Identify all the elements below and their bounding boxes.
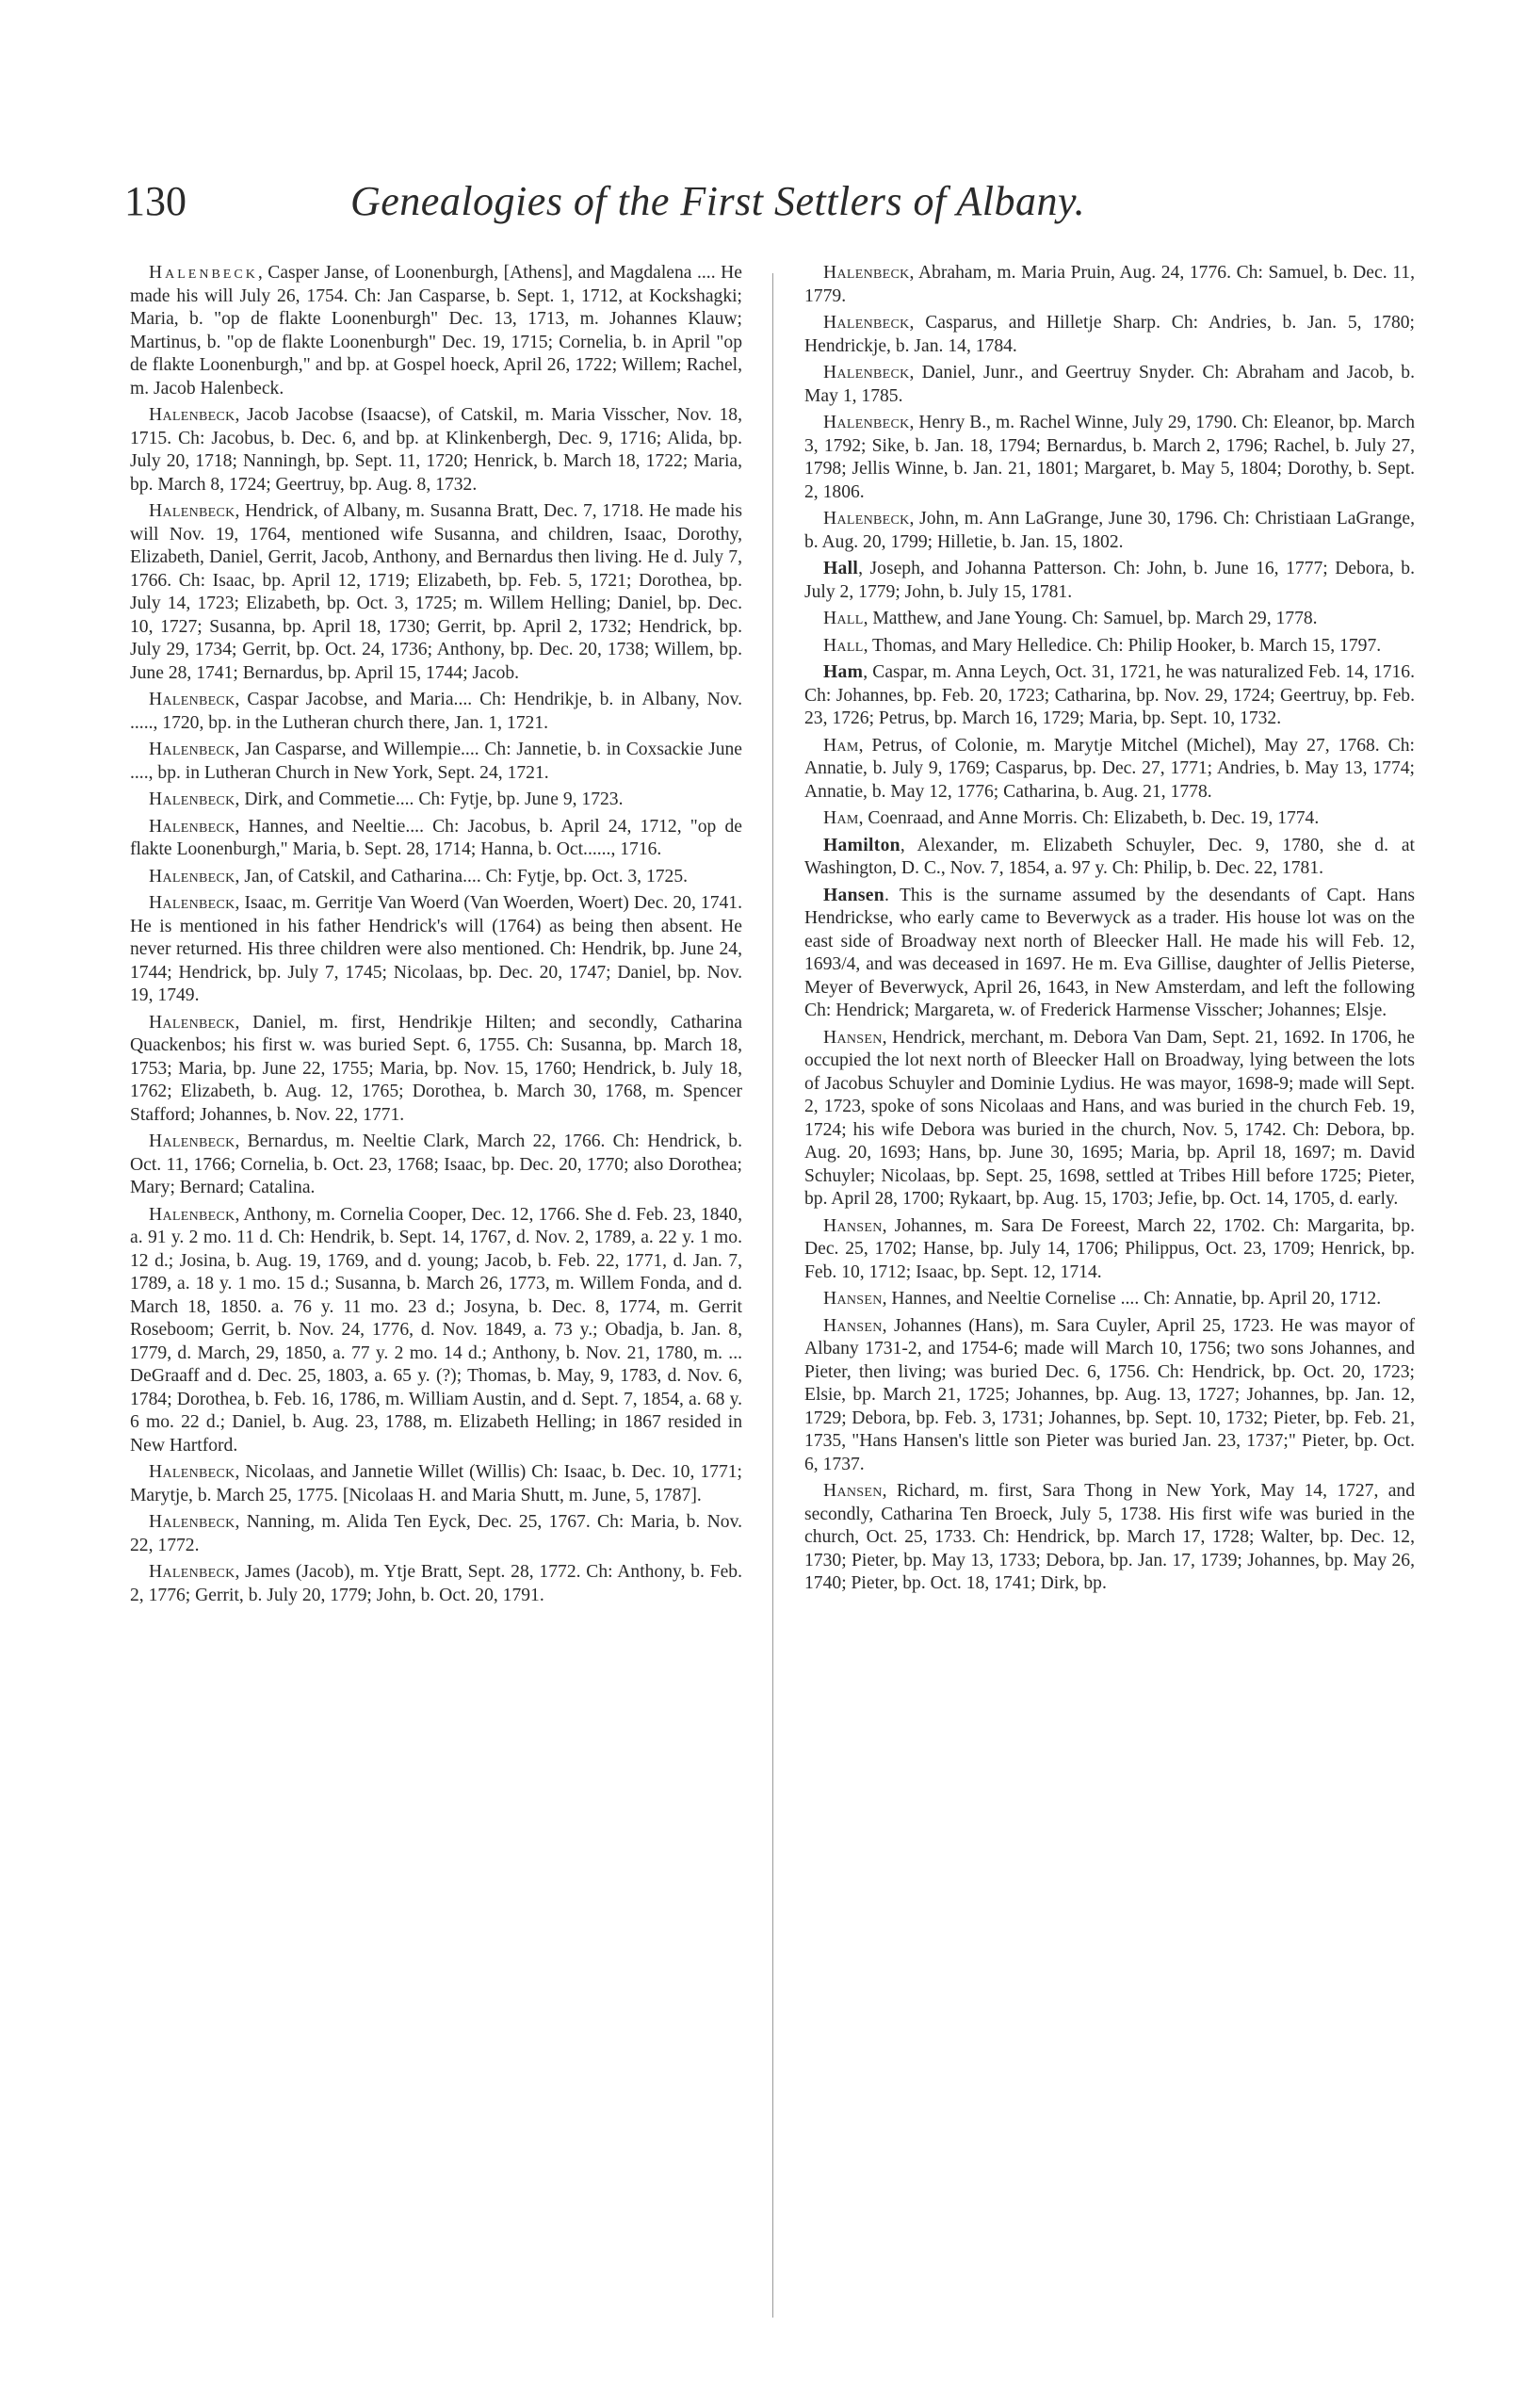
entry-text: , James (Jacob), m. Ytje Bratt, Sept. 28, 1772. Ch: Anthony, b. Feb. 2, 1776; Gerrit, b. July 20, 1779; John, b. Oct. 20, 1791. (130, 1562, 742, 1605)
genealogy-entry (130, 1461, 742, 1507)
genealogy-entry (130, 789, 742, 812)
entry-surname: Hansen (823, 1315, 883, 1336)
entry-text: , Jan Casparse, and Willempie.... Ch: Jannetie, b. in Coxsackie June ...., bp. in Lutheran Church in New York, Sept. 24, 1721. (130, 740, 742, 783)
entry-text: , Jacob Jacobse (Isaacse), of Catskil, m. Maria Visscher, Nov. 18, 1715. Ch: Jacobus, b. Dec. 6, and bp. at Klinkenbergh, Dec. 9, 1716; Alida, bp. July 20, 1718; Nanningh, bp. Sept. 11, 1720; Henrick, b. March 18, 1722; Maria, bp. March 8, 1724; Geertruy, bp. Aug. 8, 1732. (130, 405, 742, 495)
genealogy-entry (130, 739, 742, 785)
column-divider (772, 273, 773, 2318)
genealogy-entry (804, 262, 1415, 308)
entry-text: , Daniel, m. first, Hendrikje Hilten; and secondly, Catharina Quackenbos; his first w. was buried Sept. 6, 1755. Ch: Susanna, bp. March 18, 1753; Maria, bp. June 22, 1755; Maria, bp. Nov. 15, 1760; Hendrick, b. July 18, 1762; Elizabeth, b. Aug. 12, 1765; Dorothea, b. March 30, 1768, m. Spencer Stafford; Johannes, b. Nov. 22, 1771. (130, 1012, 742, 1125)
entry-surname: Halenbeck (823, 509, 910, 529)
page-header (124, 175, 1405, 232)
entry-text: , Alexander, m. Elizabeth Schuyler, Dec. 9, 1780, she d. at Washington, D. C., Nov. 7, 1854, a. 97 y. Ch: Philip, b. Dec. 22, 1781. (804, 835, 1415, 878)
entry-surname: Hansen (823, 1027, 883, 1048)
genealogy-entry (804, 1027, 1415, 1212)
entry-text: , Jan, of Catskil, and Catharina.... Ch: Fytje, bp. Oct. 3, 1725. (235, 866, 689, 887)
entry-surname: Halenbeck (823, 413, 910, 432)
genealogy-entry (130, 1012, 742, 1128)
entry-surname: Halenbeck (149, 501, 235, 521)
genealogy-entry (804, 608, 1415, 631)
genealogy-entry (130, 1511, 742, 1557)
entry-text: , Bernardus, m. Neeltie Clark, March 22, 1766. Ch: Hendrick, b. Oct. 11, 1766; Cornelia, b. Oct. 23, 1768; Isaac, bp. Dec. 20, 1770; also Dorothea; Mary; Bernard; Catalina. (130, 1131, 742, 1197)
entry-text: , Daniel, Junr., and Geertruy Snyder. Ch: Abraham and Jacob, b. May 1, 1785. (804, 363, 1415, 406)
genealogy-entry (130, 816, 742, 862)
entry-text: , Casper Janse, of Loonenburgh, [Athens], and Magdalena .... He made his will July 26, 1754. Ch: Jan Casparse, b. Sept. 1, 1712, at Kockshagki; Maria, b. "op de flakte Loonenburgh" Dec. 13, 1713, m. Johannes Klauw; Martinus, b. "op de flakte Loonenburgh" Dec. 19, 1715; Cornelia, b. in April "op de flakte Loonenburgh," and bp. at Gospel hoeck, April 26, 1722; Willem; Rachel, m. Jacob Halenbeck. (130, 263, 742, 399)
entry-surname: Halenbeck (149, 690, 235, 709)
genealogy-entry (804, 735, 1415, 805)
entry-surname: Hamilton (823, 835, 900, 855)
genealogy-entry (804, 661, 1415, 731)
genealogy-entry (804, 362, 1415, 408)
genealogy-entry (804, 835, 1415, 881)
entry-text: , Matthew, and Jane Young. Ch: Samuel, bp. March 29, 1778. (863, 609, 1318, 628)
genealogy-entry (804, 558, 1415, 604)
genealogy-entry (804, 1215, 1415, 1285)
genealogy-entry (130, 892, 742, 1008)
entry-text: , Henry B., m. Rachel Winne, July 29, 1790. Ch: Eleanor, bp. March 3, 1792; Sike, b. Jan. 18, 1794; Bernardus, b. March 2, 1796; Rachel, b. July 27, 1798; Jellis Winne, b. Jan. 21, 1801; Margaret, b. May 5, 1804; Dorothy, b. Sept. 2, 1806. (804, 413, 1415, 502)
entry-surname: Halenbeck (149, 1131, 235, 1151)
entry-surname: Halenbeck (149, 740, 235, 759)
genealogy-entry (804, 1288, 1415, 1311)
entry-surname: Ham (823, 735, 859, 756)
genealogy-entry (130, 500, 742, 685)
entry-surname: Halenbeck (149, 789, 235, 809)
entry-text: , Isaac, m. Gerritje Van Woerd (Van Woerden, Woert) Dec. 20, 1741. He is mentioned in his father Hendrick's will (1764) as being then absent. He never returned. His three children were also mentioned. Ch: Hendrik, bp. June 24, 1744; Hendrick, bp. July 7, 1745; Nicolaas, bp. Dec. 20, 1747; Daniel, bp. Nov. 19, 1749. (130, 893, 742, 1005)
entry-text: , Casparus, and Hilletje Sharp. Ch: Andries, b. Jan. 5, 1780; Hendrickje, b. Jan. 14, 1784. (804, 313, 1415, 356)
entry-text: , Joseph, and Johanna Patterson. Ch: John, b. June 16, 1777; Debora, b. July 2, 1779; John, b. July 15, 1781. (804, 559, 1415, 602)
entry-surname: Halenbeck (149, 1512, 235, 1532)
entry-text: , Caspar, m. Anna Leych, Oct. 31, 1721, he was naturalized Feb. 14, 1716. Ch: Johannes, bp. Feb. 20, 1723; Catharina, bp. Nov. 29, 1724; Geertruy, bp. Feb. 23, 1726; Petrus, bp. March 16, 1729; Maria, bp. Sept. 10, 1732. (804, 662, 1415, 728)
page-number: 130 (124, 178, 187, 224)
entry-text: , Johannes, m. Sara De Foreest, March 22, 1702. Ch: Margarita, bp. Dec. 25, 1702; Hanse, bp. July 14, 1706; Philippus, Oct. 23, 1709; Henrick, bp. Feb. 10, 1712; Isaac, bp. Sept. 12, 1714. (804, 1215, 1415, 1282)
genealogy-entry (804, 508, 1415, 554)
genealogy-entry (130, 1204, 742, 1458)
entry-text: , Richard, m. first, Sara Thong in New York, May 14, 1727, and secondly, Catharina Ten Broeck, July 5, 1738. His first wife was buried in the church, Oct. 25, 1733. Ch: Hendrick, bp. March 17, 1728; Walter, bp. Dec. 12, 1730; Pieter, bp. May 13, 1733; Debora, bp. Jan. 17, 1739; Johannes, bp. May 26, 1740; Pieter, bp. Oct. 18, 1741; Dirk, bp. (804, 1481, 1415, 1593)
entry-surname: Halenbeck (149, 1012, 235, 1033)
genealogy-entry (804, 1315, 1415, 1477)
right-column (804, 262, 1415, 1600)
entry-surname: Hansen (823, 1289, 883, 1309)
genealogy-entry (804, 807, 1415, 831)
entry-surname: Halenbeck (149, 816, 235, 837)
entry-surname: Hansen (823, 885, 884, 905)
entry-text: , Anthony, m. Cornelia Cooper, Dec. 12, 1766. She d. Feb. 23, 1840, a. 91 y. 2 mo. 11 d. Ch: Hendrik, b. Sept. 14, 1767, d. Nov. 2, 1789, a. 22 y. 1 mo. 12 d.; Josina, b. Aug. 19, 1769, and d. young; Jacob, b. Feb. 22, 1771, d. Jan. 7, 1789, a. 18 y. 1 mo. 15 d.; Susanna, b. March 26, 1773, m. Willem Fonda, and d. March 18, 1850. a. 76 y. 11 mo. 23 d.; Josyna, b. Dec. 8, 1774, m. Gerrit Roseboom; Gerrit, b. Nov. 24, 1776, d. Nov. 1849, a. 73 y.; Obadja, b. Jan. 8, 1779, d. March, 29, 1850, a. 77 y. 2 mo. 14 d.; Anthony, b. Nov. 21, 1780, m. ... DeGraaff and d. Dec. 25, 1803, a. 65 y. (?); Thomas, b. May, 9, 1783, d. Nov. 6, 1784; Dorothea, b. Feb. 16, 1786, m. William Austin, and d. Sept. 7, 1854, a. 68 y. 6 mo. 22 d.; Daniel, b. Aug. 23, 1788, m. Elizabeth Helling; in 1867 resided in New Hartford. (130, 1204, 742, 1456)
genealogy-entry (130, 1561, 742, 1607)
genealogy-entry (130, 262, 742, 400)
entry-surname: Halenbeck (149, 405, 235, 425)
entry-surname: Halenbeck (149, 893, 235, 913)
entry-text: , Hendrick, of Albany, m. Susanna Bratt, Dec. 7, 1718. He made his will Nov. 19, 1764, mentioned wife Susanna, and children, Isaac, Dorothy, Elizabeth, Daniel, Gerrit, Jacob, Anthony, and Bernardus then living. He d. July 7, 1766. Ch: Isaac, bp. April 12, 1719; Elizabeth, bp. Feb. 5, 1721; Dorothea, bp. July 14, 1723; Elizabeth, bp. Oct. 3, 1725; m. Willem Helling; Daniel, bp. Dec. 10, 1727; Susanna, bp. April 18, 1730; Gerrit, bp. April 2, 1732; Hendrick, bp. July 29, 1734; Gerrit, bp. Oct. 24, 1736; Anthony, bp. Dec. 20, 1738; Willem, bp. June 28, 1741; Bernardus, bp. April 15, 1744; Jacob. (130, 501, 742, 683)
entry-text: , Abraham, m. Maria Pruin, Aug. 24, 1776. Ch: Samuel, b. Dec. 11, 1779. (804, 263, 1415, 306)
left-column (130, 262, 742, 1611)
entry-text: , Hendrick, merchant, m. Debora Van Dam, Sept. 21, 1692. In 1706, he occupied the lot next north of Bleecker Hall on Broadway, lying between the lots of Jacobus Schuyler and Dominie Lydius. He was mayor, 1698-9; made will Sept. 2, 1723, spoke of sons Nicolaas and Hans, and was buried in the church Feb. 19, 1724; his wife Debora was buried in the church, Nov. 5, 1742. Ch: Debora, bp. Aug. 20, 1693; Hans, bp. June 30, 1695; Maria, bp. April 18, 1697; m. David Schuyler; Nicolaas, bp. Sept. 25, 1698, settled at Tribes Hill before 1725; Pieter, bp. April 28, 1700; Rykaart, bp. Aug. 15, 1703; Jefie, bp. Oct. 14, 1705, d. early. (804, 1027, 1415, 1209)
entry-surname: Hall (823, 635, 864, 656)
entry-surname: Halenbeck (149, 1562, 235, 1582)
genealogy-entry (130, 404, 742, 496)
entry-text: . This is the surname assumed by the desendants of Capt. Hans Hendrickse, who early came to Beverwyck as a trader. His house lot was on the east side of Broadway next north of Bleecker Hall. He made his will Feb. 12, 1693/4, and was deceased in 1697. He m. Eva Gillise, daughter of Jellis Pieterse, Meyer of Beverwyck, April 26, 1643, in New Amsterdam, and left the following Ch: Hendrick; Margareta, w. of Frederick Harmense Visscher; Johannes; Elsje. (804, 885, 1415, 1020)
entry-text: , Nanning, m. Alida Ten Eyck, Dec. 25, 1767. Ch: Maria, b. Nov. 22, 1772. (130, 1512, 742, 1555)
entry-text: , Hannes, and Neeltie Cornelise .... Ch: Annatie, bp. April 20, 1712. (882, 1289, 1382, 1309)
entry-surname: Halenbeck (823, 363, 910, 382)
entry-text: , Nicolaas, and Jannetie Willet (Willis) Ch: Isaac, b. Dec. 10, 1771; Marytje, b. March 25, 1775. [Nicolaas H. and Maria Shutt, m. June, 5, 1787]. (130, 1462, 742, 1505)
entry-surname: Hall (823, 609, 864, 628)
entry-surname: Hall (823, 559, 859, 578)
entry-text: , John, m. Ann LaGrange, June 30, 1796. Ch: Christiaan LaGrange, b. Aug. 20, 1799; Hilletie, b. Jan. 15, 1802. (804, 509, 1415, 552)
running-title: Genealogies of the First Settlers of Albany. (350, 178, 1086, 224)
entry-surname: Hansen (823, 1481, 883, 1501)
entry-surname: Halenbeck (823, 313, 910, 333)
entry-surname: Hansen (823, 1215, 883, 1236)
entry-text: , Coenraad, and Anne Morris. Ch: Elizabeth, b. Dec. 19, 1774. (858, 808, 1320, 828)
genealogy-entry (804, 635, 1415, 659)
genealogy-entry (804, 412, 1415, 504)
genealogy-entry (804, 312, 1415, 358)
entry-text: , Johannes (Hans), m. Sara Cuyler, April 25, 1723. He was mayor of Albany 1731-2, and 1754-6; made will March 10, 1756; two sons Johannes, and Pieter, then living; was buried Dec. 6, 1756. Ch: Hendrick, bp. Oct. 20, 1723; Elsie, bp. March 21, 1725; Johannes, bp. Aug. 13, 1727; Johannes, bp. Jan. 12, 1729; Debora, bp. Feb. 3, 1731; Johannes, bp. Sept. 10, 1732; Pieter, bp. Feb. 21, 1735, "Hans Hansen's little son Pieter was buried Jan. 23, 1737;" Pieter, bp. Oct. 6, 1737. (804, 1315, 1415, 1474)
genealogy-entry (804, 885, 1415, 1023)
genealogy-entry (130, 1131, 742, 1200)
entry-surname: Ham (823, 662, 864, 682)
entry-surname: Halenbeck (149, 263, 258, 283)
entry-text: , Dirk, and Commetie.... Ch: Fytje, bp. June 9, 1723. (235, 789, 624, 809)
entry-surname: Halenbeck (823, 263, 910, 283)
entry-text: , Hannes, and Neeltie.... Ch: Jacobus, b. April 24, 1712, "op de flakte Loonenburgh," Maria, b. Sept. 28, 1714; Hanna, b. Oct......, 1716. (130, 816, 742, 859)
entry-surname: Halenbeck (149, 866, 235, 887)
entry-surname: Ham (823, 808, 859, 828)
genealogy-entry (130, 866, 742, 889)
genealogy-entry (130, 689, 742, 735)
entry-surname: Halenbeck (149, 1204, 235, 1225)
entry-surname: Halenbeck (149, 1462, 235, 1482)
entry-text: , Petrus, of Colonie, m. Marytje Mitchel (Michel), May 27, 1768. Ch: Annatie, b. July 9, 1769; Casparus, bp. Dec. 27, 1771; Andries, b. May 13, 1774; Annatie, b. May 12, 1776; Catharina, b. Aug. 21, 1778. (804, 735, 1415, 802)
entry-text: , Caspar Jacobse, and Maria.... Ch: Hendrikje, b. in Albany, Nov. ....., 1720, bp. in the Lutheran church there, Jan. 1, 1721. (130, 690, 742, 733)
entry-text: , Thomas, and Mary Helledice. Ch: Philip Hooker, b. March 15, 1797. (863, 635, 1382, 656)
genealogy-entry (804, 1480, 1415, 1596)
